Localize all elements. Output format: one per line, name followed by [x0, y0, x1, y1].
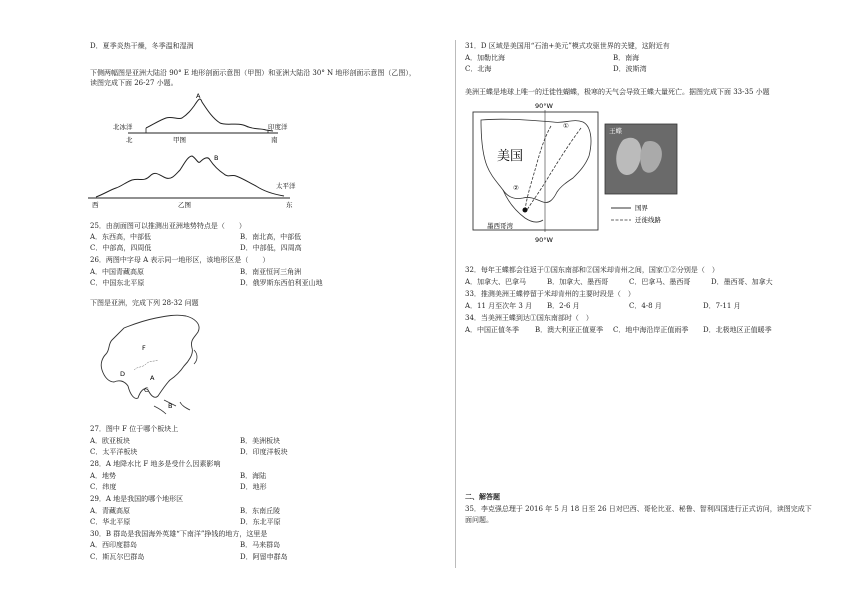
photo-label-butterfly: 王蝶: [609, 127, 622, 135]
q26-option-d[interactable]: D．俄罗斯东西伯利亚山地: [240, 279, 323, 287]
q27-option-c[interactable]: C．太平洋板块: [90, 448, 138, 456]
q32-option-b[interactable]: B．加拿大、墨西哥: [547, 278, 609, 286]
q25-option-b[interactable]: B．南北高，中部低: [240, 233, 302, 241]
intro-28-32: 下图是亚洲，完成下列 28-32 问题: [90, 299, 199, 307]
dir-west: 西: [92, 201, 99, 209]
q34-option-c[interactable]: C．地中海沿岸正值雨季: [613, 326, 689, 334]
q25-option-a[interactable]: A．东西高，中部低: [90, 233, 152, 241]
top-longitude: 90°W: [535, 102, 553, 110]
label-michoacan: 墨西哥湾: [487, 222, 513, 230]
label-usa: 美国: [497, 149, 524, 164]
q32-option-c[interactable]: C．巴拿马、墨西哥: [629, 278, 691, 286]
q25-option-d[interactable]: D．中部低，四周高: [240, 244, 302, 252]
q33-stem: 33．推测美洲王蝶停留于米却肯州的主要时段是（ ）: [465, 290, 635, 298]
q28-option-a[interactable]: A．地势: [90, 472, 117, 480]
q35-stem-b: 面问题。: [465, 516, 493, 524]
q28-option-b[interactable]: B．海陆: [240, 472, 267, 480]
q33-option-a[interactable]: A．11 月至次年 3 月: [465, 302, 533, 310]
q31-stem: 31．D 区域是美国用“石油+美元”模式攻驱世界的关键，这附近有: [465, 42, 670, 50]
q27-option-d[interactable]: D．印度洋板块: [240, 448, 288, 456]
q30-option-c[interactable]: C．斯瓦尔巴群岛: [90, 553, 145, 561]
intro-26-27: 下侧两幅图是亚洲大陆沿 90° E 地形剖面示意图（甲图）和亚洲大陆沿 30° N 地形剖面示意图（乙图），: [90, 69, 416, 77]
dir-east: 东: [286, 201, 293, 209]
map-letter-a: A: [150, 374, 155, 382]
peak-label-a: A: [196, 92, 201, 100]
bottom-longitude: 90°W: [535, 236, 553, 244]
q26-option-c[interactable]: C．中国东北平原: [90, 279, 145, 287]
caption-jia: 甲图: [173, 136, 186, 144]
dir-north: 北: [126, 136, 133, 144]
q34-stem: 34．当美洲王蝶到达①国东南部时（ ）: [465, 314, 593, 322]
q35-stem: 35．李克强总理于 2016 年 5 月 18 日至 26 日对巴西、哥伦比亚、秘鲁、智利四国进行正式访问，读图完成下: [465, 505, 812, 513]
q29-option-d[interactable]: D．东北平原: [240, 518, 281, 526]
q34-option-d[interactable]: D．北极地区正值暖季: [703, 326, 772, 334]
q29-stem: 29．A 地是我国的哪个地形区: [90, 495, 184, 503]
map-letter-d: D: [120, 370, 126, 378]
q33-option-c[interactable]: C．4-8 月: [629, 302, 662, 310]
q34-option-b[interactable]: B．澳大利亚正值夏季: [535, 326, 604, 334]
q33-option-d[interactable]: D．7-11 月: [703, 302, 741, 310]
q30-option-d[interactable]: D．阿留申群岛: [240, 553, 288, 561]
q30-option-a[interactable]: A．西印度群岛: [90, 541, 138, 549]
q28-option-d[interactable]: D．地形: [240, 483, 267, 491]
q34-option-a[interactable]: A．中国正值冬季: [465, 326, 520, 334]
q29-option-a[interactable]: A．青藏高原: [90, 507, 131, 515]
peak-label-b: B: [214, 154, 219, 162]
q26-stem: 26．两图中字母 A 表示同一地形区，该地形区是（ ）: [90, 256, 270, 264]
sea-label-indian: 印度洋: [268, 123, 288, 131]
legend-border: 国界: [635, 204, 648, 212]
circle-label-2: ②: [513, 184, 519, 192]
legend-route: 迁徙线路: [635, 216, 661, 224]
q25-stem: 25．由剖面图可以推测出亚洲地势特点是（ ）: [90, 222, 246, 230]
q26-option-a[interactable]: A．中国青藏高原: [90, 268, 145, 276]
map-letter-b: B: [168, 402, 173, 410]
q32-stem: 32．每年王蝶都会往返于①国东南部和②国米却肯州之间，国家①②分别是（ ）: [465, 266, 719, 274]
option-d-previous: D．夏季炎热干燥，冬季温和湿润: [90, 42, 194, 50]
caption-yi: 乙图: [178, 201, 191, 209]
q26-option-b[interactable]: B．南亚恒河三角洲: [240, 268, 302, 276]
q31-option-c[interactable]: C．北海: [465, 65, 492, 73]
q32-option-d[interactable]: D．墨西哥、加拿大: [711, 278, 773, 286]
monarch-migration-map: [473, 100, 743, 245]
section-heading-answers: 二、解答题: [465, 492, 500, 501]
q31-option-b[interactable]: B．南海: [613, 54, 640, 62]
map-letter-c: C: [144, 386, 149, 394]
q30-option-b[interactable]: B．马来群岛: [240, 541, 281, 549]
q25-option-c[interactable]: C．中部高，四周低: [90, 244, 152, 252]
circle-label-1: ①: [563, 122, 569, 130]
q28-stem: 28．A 地降水比 F 地多是受什么因素影响: [90, 460, 221, 468]
q33-option-b[interactable]: B．2-6 月: [547, 302, 580, 310]
intro-26-27-b: 读图完成下面 26-27 小题。: [90, 79, 178, 87]
q31-option-a[interactable]: A．加勒比海: [465, 54, 506, 62]
profile-figure-yi: [88, 150, 318, 215]
profile-figure-jia: [88, 90, 318, 155]
q27-option-b[interactable]: B．美洲板块: [240, 437, 281, 445]
q31-option-d[interactable]: D．波斯湾: [613, 65, 647, 73]
sea-label-arctic: 北冰洋: [113, 123, 133, 131]
intro-33-35: 美洲王蝶是地球上唯一的迁徙性蝴蝶，极寒的天气会导致王蝶大量死亡。据图完成下面 33-35 小题: [465, 88, 770, 96]
dir-south: 南: [271, 136, 278, 144]
asia-map: [94, 310, 214, 420]
q29-option-b[interactable]: B．东南丘陵: [240, 507, 281, 515]
q30-stem: 30．B 群岛是我国海外英雄“下南洋”挣钱的地方，这里是: [90, 530, 268, 538]
q32-option-a[interactable]: A．加拿大、巴拿马: [465, 278, 527, 286]
q27-option-a[interactable]: A．欧亚板块: [90, 437, 131, 445]
column-divider: [455, 40, 456, 568]
q29-option-c[interactable]: C．华北平原: [90, 518, 131, 526]
map-letter-f: F: [142, 344, 146, 352]
q27-stem: 27．图中 F 位于哪个板块上: [90, 425, 179, 433]
sea-label-pacific: 太平洋: [276, 182, 296, 190]
q28-option-c[interactable]: C．纬度: [90, 483, 117, 491]
